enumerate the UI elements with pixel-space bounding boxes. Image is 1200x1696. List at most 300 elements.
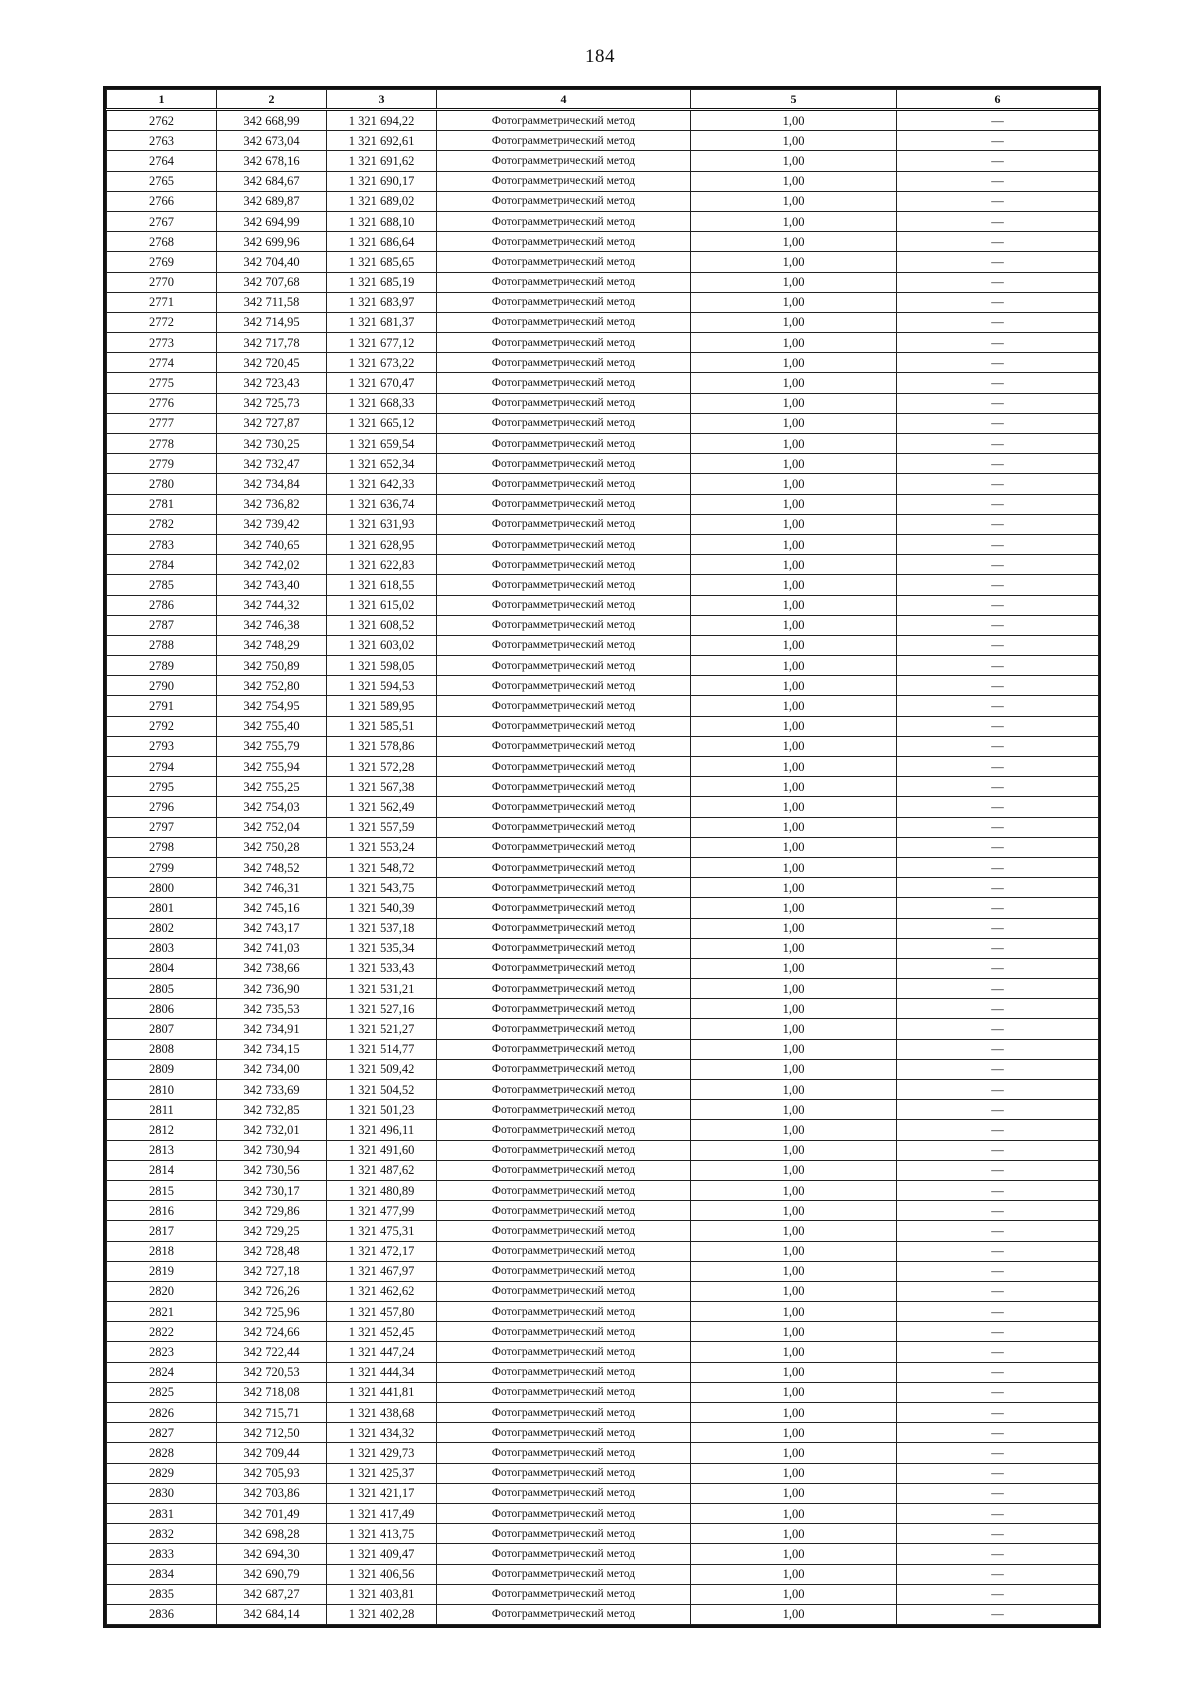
x-coordinate-cell: 342 711,58 [217,292,327,312]
y-coordinate-cell: 1 321 692,61 [327,131,437,151]
method-cell: Фотограмметрический метод [437,1080,691,1100]
method-cell: Фотограмметрический метод [437,837,691,857]
y-coordinate-cell: 1 321 562,49 [327,797,437,817]
method-cell: Фотограмметрический метод [437,151,691,171]
y-coordinate-cell: 1 321 487,62 [327,1160,437,1180]
method-cell: Фотограмметрический метод [437,1403,691,1423]
x-coordinate-cell: 342 712,50 [217,1423,327,1443]
point-number-cell: 2794 [107,757,217,777]
accuracy-cell: 1,00 [691,1180,897,1200]
method-cell: Фотограмметрический метод [437,1019,691,1039]
accuracy-cell: 1,00 [691,373,897,393]
y-coordinate-cell: 1 321 467,97 [327,1261,437,1281]
point-number-cell: 2816 [107,1201,217,1221]
note-cell: — [897,1241,1099,1261]
y-coordinate-cell: 1 321 496,11 [327,1120,437,1140]
note-cell: — [897,777,1099,797]
accuracy-cell: 1,00 [691,898,897,918]
point-number-cell: 2800 [107,878,217,898]
note-cell: — [897,252,1099,272]
x-coordinate-cell: 342 678,16 [217,151,327,171]
table-row [107,1241,1099,1261]
note-cell: — [897,534,1099,554]
table-row [107,1584,1099,1604]
y-coordinate-cell: 1 321 548,72 [327,857,437,877]
method-cell: Фотограмметрический метод [437,1039,691,1059]
x-coordinate-cell: 342 725,96 [217,1302,327,1322]
table-row [107,1604,1099,1624]
note-cell: — [897,1524,1099,1544]
accuracy-cell: 1,00 [691,938,897,958]
y-coordinate-cell: 1 321 509,42 [327,1059,437,1079]
table-row [107,474,1099,494]
x-coordinate-cell: 342 752,04 [217,817,327,837]
y-coordinate-cell: 1 321 475,31 [327,1221,437,1241]
table-row [107,110,1099,131]
point-number-cell: 2836 [107,1604,217,1624]
y-coordinate-cell: 1 321 409,47 [327,1544,437,1564]
note-cell: — [897,1039,1099,1059]
y-coordinate-cell: 1 321 531,21 [327,979,437,999]
table-row [107,292,1099,312]
table-row [107,757,1099,777]
x-coordinate-cell: 342 750,89 [217,656,327,676]
table-row [107,494,1099,514]
x-coordinate-cell: 342 709,44 [217,1443,327,1463]
note-cell: — [897,1604,1099,1624]
accuracy-cell: 1,00 [691,918,897,938]
method-cell: Фотограмметрический метод [437,211,691,231]
point-number-cell: 2763 [107,131,217,151]
accuracy-cell: 1,00 [691,1382,897,1402]
note-cell: — [897,696,1099,716]
x-coordinate-cell: 342 738,66 [217,958,327,978]
point-number-cell: 2780 [107,474,217,494]
method-cell: Фотограмметрический метод [437,1524,691,1544]
y-coordinate-cell: 1 321 688,10 [327,211,437,231]
method-cell: Фотограмметрический метод [437,191,691,211]
table-row [107,353,1099,373]
table-row [107,1382,1099,1402]
method-cell: Фотограмметрический метод [437,615,691,635]
accuracy-cell: 1,00 [691,555,897,575]
note-cell: — [897,151,1099,171]
y-coordinate-cell: 1 321 603,02 [327,635,437,655]
x-coordinate-cell: 342 734,00 [217,1059,327,1079]
x-coordinate-cell: 342 742,02 [217,555,327,575]
accuracy-cell: 1,00 [691,878,897,898]
accuracy-cell: 1,00 [691,333,897,353]
point-number-cell: 2826 [107,1403,217,1423]
x-coordinate-cell: 342 687,27 [217,1584,327,1604]
point-number-cell: 2777 [107,413,217,433]
y-coordinate-cell: 1 321 540,39 [327,898,437,918]
table-row [107,615,1099,635]
method-cell: Фотограмметрический метод [437,353,691,373]
table-row [107,635,1099,655]
y-coordinate-cell: 1 321 477,99 [327,1201,437,1221]
note-cell: — [897,958,1099,978]
note-cell: — [897,454,1099,474]
note-cell: — [897,1281,1099,1301]
y-coordinate-cell: 1 321 413,75 [327,1524,437,1544]
y-coordinate-cell: 1 321 402,28 [327,1604,437,1624]
y-coordinate-cell: 1 321 429,73 [327,1443,437,1463]
note-cell: — [897,1180,1099,1200]
table-row [107,575,1099,595]
x-coordinate-cell: 342 746,38 [217,615,327,635]
note-cell: — [897,635,1099,655]
point-number-cell: 2764 [107,151,217,171]
table-row [107,1019,1099,1039]
table-row [107,1059,1099,1079]
x-coordinate-cell: 342 717,78 [217,333,327,353]
coordinates-table-frame [103,86,1101,1628]
method-cell: Фотограмметрический метод [437,878,691,898]
table-row [107,555,1099,575]
y-coordinate-cell: 1 321 589,95 [327,696,437,716]
y-coordinate-cell: 1 321 683,97 [327,292,437,312]
y-coordinate-cell: 1 321 452,45 [327,1322,437,1342]
method-cell: Фотограмметрический метод [437,1160,691,1180]
y-coordinate-cell: 1 321 480,89 [327,1180,437,1200]
point-number-cell: 2782 [107,514,217,534]
note-cell: — [897,1403,1099,1423]
accuracy-cell: 1,00 [691,958,897,978]
header-col-2: 2 [217,90,327,110]
x-coordinate-cell: 342 754,03 [217,797,327,817]
accuracy-cell: 1,00 [691,534,897,554]
note-cell: — [897,716,1099,736]
x-coordinate-cell: 342 699,96 [217,232,327,252]
note-cell: — [897,615,1099,635]
accuracy-cell: 1,00 [691,676,897,696]
accuracy-cell: 1,00 [691,1403,897,1423]
note-cell: — [897,373,1099,393]
x-coordinate-cell: 342 748,29 [217,635,327,655]
note-cell: — [897,171,1099,191]
note-cell: — [897,1564,1099,1584]
point-number-cell: 2817 [107,1221,217,1241]
table-row [107,696,1099,716]
note-cell: — [897,1584,1099,1604]
x-coordinate-cell: 342 745,16 [217,898,327,918]
x-coordinate-cell: 342 730,94 [217,1140,327,1160]
table-row [107,1443,1099,1463]
x-coordinate-cell: 342 744,32 [217,595,327,615]
accuracy-cell: 1,00 [691,171,897,191]
note-cell: — [897,979,1099,999]
method-cell: Фотограмметрический метод [437,757,691,777]
method-cell: Фотограмметрический метод [437,1443,691,1463]
table-row [107,1039,1099,1059]
x-coordinate-cell: 342 755,25 [217,777,327,797]
point-number-cell: 2828 [107,1443,217,1463]
point-number-cell: 2811 [107,1100,217,1120]
accuracy-cell: 1,00 [691,454,897,474]
method-cell: Фотограмметрический метод [437,1281,691,1301]
note-cell: — [897,1463,1099,1483]
method-cell: Фотограмметрический метод [437,736,691,756]
x-coordinate-cell: 342 740,65 [217,534,327,554]
accuracy-cell: 1,00 [691,292,897,312]
x-coordinate-cell: 342 701,49 [217,1503,327,1523]
table-row [107,1160,1099,1180]
table-row [107,716,1099,736]
y-coordinate-cell: 1 321 677,12 [327,333,437,353]
accuracy-cell: 1,00 [691,1584,897,1604]
x-coordinate-cell: 342 720,53 [217,1362,327,1382]
accuracy-cell: 1,00 [691,252,897,272]
table-row [107,1342,1099,1362]
table-row [107,151,1099,171]
table-row [107,777,1099,797]
note-cell: — [897,898,1099,918]
accuracy-cell: 1,00 [691,151,897,171]
y-coordinate-cell: 1 321 403,81 [327,1584,437,1604]
x-coordinate-cell: 342 727,87 [217,413,327,433]
point-number-cell: 2783 [107,534,217,554]
y-coordinate-cell: 1 321 491,60 [327,1140,437,1160]
y-coordinate-cell: 1 321 668,33 [327,393,437,413]
note-cell: — [897,857,1099,877]
y-coordinate-cell: 1 321 622,83 [327,555,437,575]
accuracy-cell: 1,00 [691,1342,897,1362]
point-number-cell: 2766 [107,191,217,211]
table-row [107,1524,1099,1544]
point-number-cell: 2808 [107,1039,217,1059]
y-coordinate-cell: 1 321 618,55 [327,575,437,595]
point-number-cell: 2784 [107,555,217,575]
method-cell: Фотограмметрический метод [437,918,691,938]
accuracy-cell: 1,00 [691,1302,897,1322]
coordinates-table [106,89,1099,1625]
accuracy-cell: 1,00 [691,393,897,413]
y-coordinate-cell: 1 321 438,68 [327,1403,437,1423]
note-cell: — [897,878,1099,898]
point-number-cell: 2776 [107,393,217,413]
accuracy-cell: 1,00 [691,272,897,292]
method-cell: Фотограмметрический метод [437,1483,691,1503]
x-coordinate-cell: 342 727,18 [217,1261,327,1281]
accuracy-cell: 1,00 [691,757,897,777]
table-row [107,1140,1099,1160]
method-cell: Фотограмметрический метод [437,676,691,696]
point-number-cell: 2790 [107,676,217,696]
method-cell: Фотограмметрический метод [437,1120,691,1140]
method-cell: Фотограмметрический метод [437,938,691,958]
note-cell: — [897,736,1099,756]
table-row [107,878,1099,898]
accuracy-cell: 1,00 [691,857,897,877]
accuracy-cell: 1,00 [691,1201,897,1221]
note-cell: — [897,1140,1099,1160]
table-row [107,837,1099,857]
point-number-cell: 2805 [107,979,217,999]
accuracy-cell: 1,00 [691,1019,897,1039]
note-cell: — [897,817,1099,837]
table-row [107,312,1099,332]
y-coordinate-cell: 1 321 514,77 [327,1039,437,1059]
x-coordinate-cell: 342 730,56 [217,1160,327,1180]
method-cell: Фотограмметрический метод [437,171,691,191]
method-cell: Фотограмметрический метод [437,1180,691,1200]
method-cell: Фотограмметрический метод [437,1221,691,1241]
x-coordinate-cell: 342 733,69 [217,1080,327,1100]
y-coordinate-cell: 1 321 690,17 [327,171,437,191]
accuracy-cell: 1,00 [691,1140,897,1160]
y-coordinate-cell: 1 321 543,75 [327,878,437,898]
point-number-cell: 2830 [107,1483,217,1503]
y-coordinate-cell: 1 321 527,16 [327,999,437,1019]
accuracy-cell: 1,00 [691,312,897,332]
note-cell: — [897,797,1099,817]
table-row [107,333,1099,353]
point-number-cell: 2796 [107,797,217,817]
method-cell: Фотограмметрический метод [437,1362,691,1382]
method-cell: Фотограмметрический метод [437,434,691,454]
method-cell: Фотограмметрический метод [437,494,691,514]
x-coordinate-cell: 342 750,28 [217,837,327,857]
point-number-cell: 2822 [107,1322,217,1342]
y-coordinate-cell: 1 321 686,64 [327,232,437,252]
accuracy-cell: 1,00 [691,736,897,756]
table-row [107,797,1099,817]
y-coordinate-cell: 1 321 665,12 [327,413,437,433]
x-coordinate-cell: 342 694,30 [217,1544,327,1564]
point-number-cell: 2795 [107,777,217,797]
x-coordinate-cell: 342 723,43 [217,373,327,393]
accuracy-cell: 1,00 [691,514,897,534]
note-cell: — [897,110,1099,131]
x-coordinate-cell: 342 668,99 [217,110,327,131]
point-number-cell: 2779 [107,454,217,474]
y-coordinate-cell: 1 321 608,52 [327,615,437,635]
note-cell: — [897,1080,1099,1100]
point-number-cell: 2829 [107,1463,217,1483]
y-coordinate-cell: 1 321 691,62 [327,151,437,171]
accuracy-cell: 1,00 [691,1503,897,1523]
y-coordinate-cell: 1 321 567,38 [327,777,437,797]
table-row [107,434,1099,454]
x-coordinate-cell: 342 732,47 [217,454,327,474]
x-coordinate-cell: 342 754,95 [217,696,327,716]
table-body [107,110,1099,1625]
x-coordinate-cell: 342 689,87 [217,191,327,211]
y-coordinate-cell: 1 321 694,22 [327,110,437,131]
accuracy-cell: 1,00 [691,1483,897,1503]
y-coordinate-cell: 1 321 537,18 [327,918,437,938]
note-cell: — [897,1302,1099,1322]
y-coordinate-cell: 1 321 636,74 [327,494,437,514]
accuracy-cell: 1,00 [691,494,897,514]
table-row [107,1564,1099,1584]
x-coordinate-cell: 342 746,31 [217,878,327,898]
x-coordinate-cell: 342 736,90 [217,979,327,999]
x-coordinate-cell: 342 755,79 [217,736,327,756]
accuracy-cell: 1,00 [691,191,897,211]
table-row [107,656,1099,676]
point-number-cell: 2803 [107,938,217,958]
method-cell: Фотограмметрический метод [437,777,691,797]
method-cell: Фотограмметрический метод [437,635,691,655]
method-cell: Фотограмметрический метод [437,979,691,999]
x-coordinate-cell: 342 722,44 [217,1342,327,1362]
point-number-cell: 2831 [107,1503,217,1523]
note-cell: — [897,353,1099,373]
note-cell: — [897,494,1099,514]
method-cell: Фотограмметрический метод [437,312,691,332]
accuracy-cell: 1,00 [691,635,897,655]
table-row [107,232,1099,252]
table-row [107,1544,1099,1564]
method-cell: Фотограмметрический метод [437,797,691,817]
table-row [107,1221,1099,1241]
x-coordinate-cell: 342 730,17 [217,1180,327,1200]
accuracy-cell: 1,00 [691,615,897,635]
table-row [107,1100,1099,1120]
y-coordinate-cell: 1 321 457,80 [327,1302,437,1322]
point-number-cell: 2802 [107,918,217,938]
point-number-cell: 2768 [107,232,217,252]
point-number-cell: 2807 [107,1019,217,1039]
x-coordinate-cell: 342 734,84 [217,474,327,494]
method-cell: Фотограмметрический метод [437,454,691,474]
table-row [107,1201,1099,1221]
point-number-cell: 2781 [107,494,217,514]
method-cell: Фотограмметрический метод [437,1342,691,1362]
point-number-cell: 2770 [107,272,217,292]
note-cell: — [897,595,1099,615]
x-coordinate-cell: 342 684,14 [217,1604,327,1624]
table-row [107,1483,1099,1503]
accuracy-cell: 1,00 [691,595,897,615]
method-cell: Фотограмметрический метод [437,1302,691,1322]
method-cell: Фотограмметрический метод [437,857,691,877]
header-col-6: 6 [897,90,1099,110]
table-row [107,676,1099,696]
method-cell: Фотограмметрический метод [437,1241,691,1261]
point-number-cell: 2810 [107,1080,217,1100]
note-cell: — [897,474,1099,494]
point-number-cell: 2771 [107,292,217,312]
point-number-cell: 2834 [107,1564,217,1584]
point-number-cell: 2835 [107,1584,217,1604]
point-number-cell: 2775 [107,373,217,393]
note-cell: — [897,1382,1099,1402]
note-cell: — [897,1100,1099,1120]
header-row [107,90,1099,110]
note-cell: — [897,272,1099,292]
table-row [107,373,1099,393]
y-coordinate-cell: 1 321 685,19 [327,272,437,292]
x-coordinate-cell: 342 724,66 [217,1322,327,1342]
x-coordinate-cell: 342 732,01 [217,1120,327,1140]
method-cell: Фотограмметрический метод [437,373,691,393]
accuracy-cell: 1,00 [691,817,897,837]
y-coordinate-cell: 1 321 598,05 [327,656,437,676]
y-coordinate-cell: 1 321 425,37 [327,1463,437,1483]
method-cell: Фотограмметрический метод [437,292,691,312]
table-row [107,413,1099,433]
table-row [107,999,1099,1019]
y-coordinate-cell: 1 321 406,56 [327,1564,437,1584]
y-coordinate-cell: 1 321 670,47 [327,373,437,393]
accuracy-cell: 1,00 [691,131,897,151]
x-coordinate-cell: 342 739,42 [217,514,327,534]
method-cell: Фотограмметрический метод [437,272,691,292]
note-cell: — [897,1362,1099,1382]
